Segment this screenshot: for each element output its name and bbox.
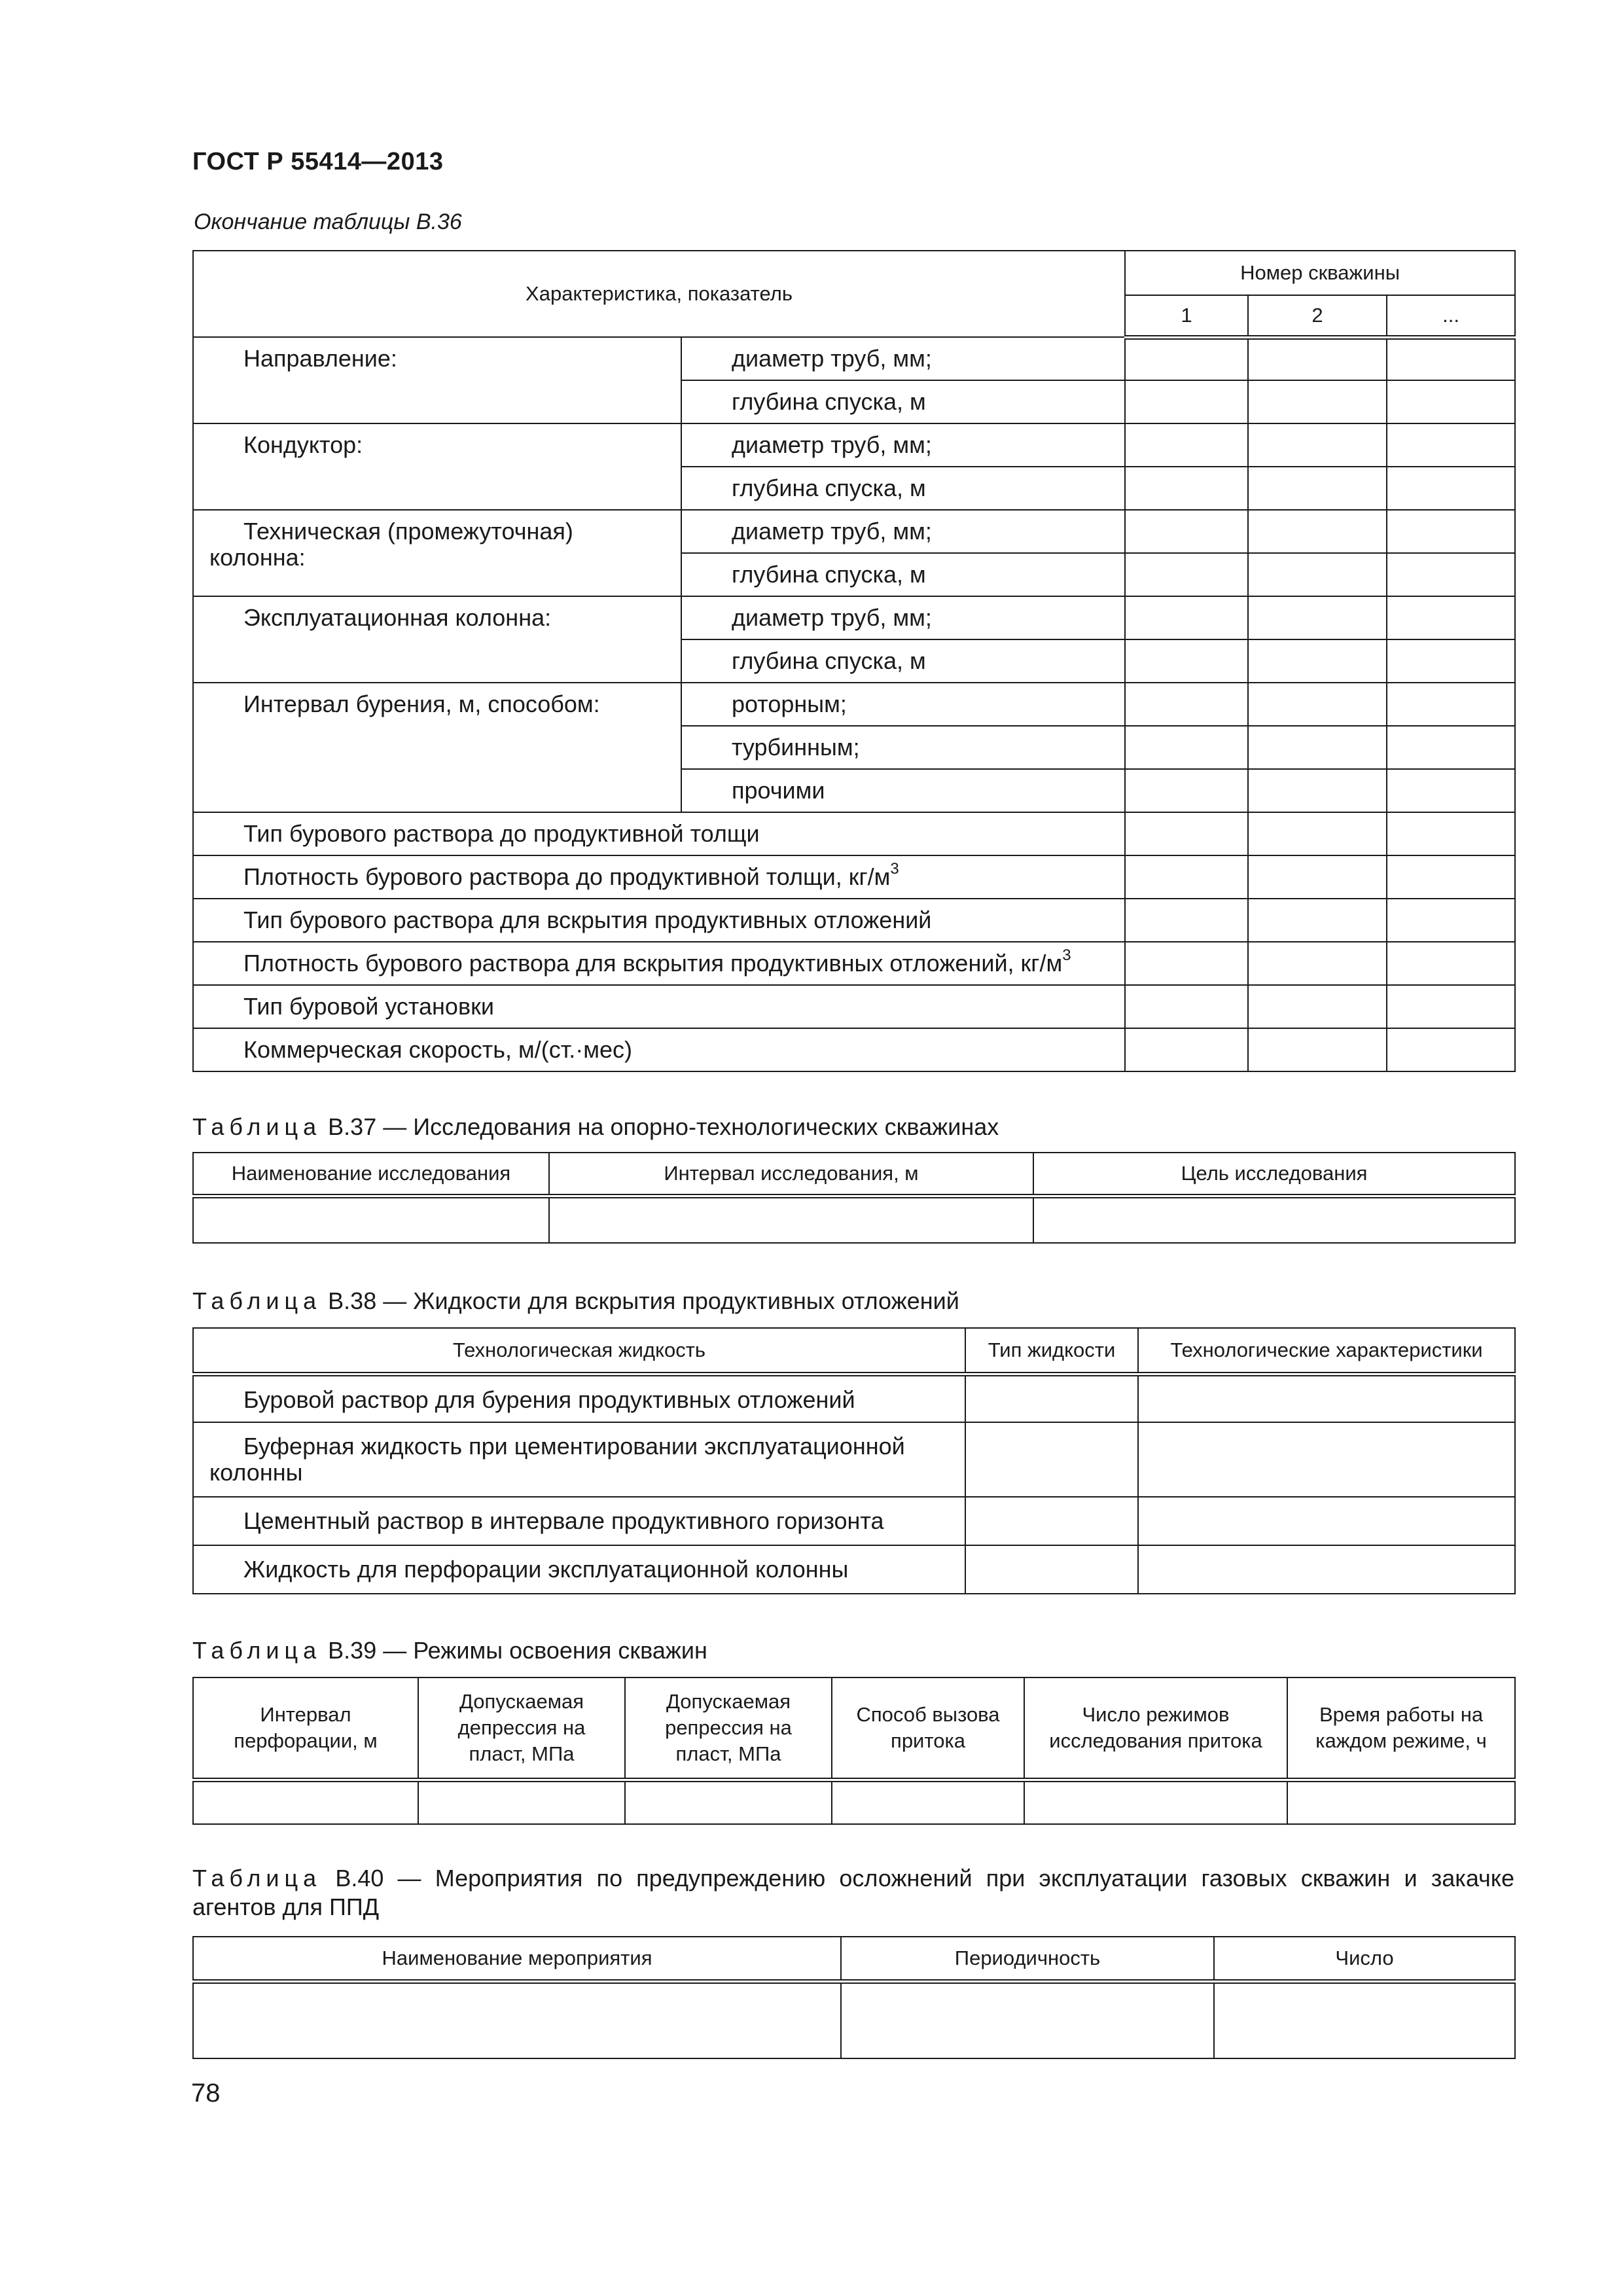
value-cell (1248, 769, 1387, 812)
caption-text: В.39 — Режимы освоения скважин (321, 1637, 707, 1664)
value-cell (1248, 639, 1387, 683)
table-b38 (192, 1327, 1516, 1594)
empty-cell (1138, 1497, 1515, 1545)
header-cell: Способ вызова притока (832, 1677, 1024, 1780)
row-label: Коммерческая скорость, м/(ст.·мес) (193, 1028, 1125, 1071)
value-cell (1248, 899, 1387, 942)
caption-b39 (192, 1636, 707, 1665)
caption-b40 (192, 1864, 1514, 1922)
row-label (193, 855, 1125, 899)
empty-cell (1024, 1780, 1287, 1824)
value-cell (1125, 596, 1248, 639)
caption-prefix: Таблица (192, 1865, 322, 1892)
empty-cell (1138, 1374, 1515, 1422)
value-cell (1387, 337, 1515, 380)
group-item: глубина спуска, м (681, 553, 1125, 596)
value-cell (1387, 899, 1515, 942)
value-cell (1387, 985, 1515, 1028)
empty-cell (965, 1545, 1138, 1594)
caption-prefix: Таблица (192, 1113, 322, 1140)
caption-prefix: Таблица (192, 1287, 322, 1314)
header-well-more: ... (1387, 295, 1515, 337)
value-cell (1125, 380, 1248, 423)
value-cell (1125, 855, 1248, 899)
empty-cell (1287, 1780, 1515, 1824)
row-label: Тип буровой установки (193, 985, 1125, 1028)
row-label-text: Плотность бурового раствора до продуктивной толщи, кг/м (243, 863, 891, 890)
header-well-2: 2 (1248, 295, 1387, 337)
caption-text: В.37 — Исследования на опорно-технологических скважинах (321, 1113, 999, 1140)
empty-cell (832, 1780, 1024, 1824)
value-cell (1387, 423, 1515, 467)
group-item: диаметр труб, мм; (681, 337, 1125, 380)
header-cell: Наименование мероприятия (193, 1937, 841, 1981)
empty-cell (965, 1374, 1138, 1422)
group-item: прочими (681, 769, 1125, 812)
row-label: Тип бурового раствора для вскрытия продуктивных отложений (193, 899, 1125, 942)
empty-cell (1138, 1422, 1515, 1497)
value-cell (1248, 726, 1387, 769)
empty-cell (841, 1981, 1214, 2058)
header-well-number: Номер скважины (1125, 251, 1515, 295)
value-cell (1125, 510, 1248, 553)
empty-cell (965, 1497, 1138, 1545)
value-cell (1387, 769, 1515, 812)
group-label: Интервал бурения, м, способом: (193, 683, 681, 812)
value-cell (1125, 1028, 1248, 1071)
value-cell (1125, 553, 1248, 596)
fluid-label: Буровой раствор для бурения продуктивных отложений (193, 1374, 965, 1422)
value-cell (1248, 855, 1387, 899)
empty-cell (1033, 1196, 1515, 1243)
value-cell (1125, 942, 1248, 985)
header-cell: Цель исследования (1033, 1153, 1515, 1196)
group-item: диаметр труб, мм; (681, 423, 1125, 467)
caption-b38 (192, 1287, 959, 1316)
value-cell (1387, 726, 1515, 769)
value-cell (1248, 812, 1387, 855)
value-cell (1125, 423, 1248, 467)
group-label-line1: Техническая (промежуточная) (243, 518, 573, 545)
value-cell (1125, 639, 1248, 683)
row-label (193, 942, 1125, 985)
row-label-text: Плотность бурового раствора для вскрытия продуктивных отложений, кг/м (243, 950, 1063, 977)
value-cell (1387, 683, 1515, 726)
value-cell (1387, 553, 1515, 596)
header-cell: Наименование исследования (193, 1153, 549, 1196)
group-item: диаметр труб, мм; (681, 510, 1125, 553)
group-item: турбинным; (681, 726, 1125, 769)
fluid-label: Буферная жидкость при цементировании эксплуатационной колонны (193, 1422, 965, 1497)
value-cell (1125, 337, 1248, 380)
empty-cell (1138, 1545, 1515, 1594)
header-cell: Интервал перфорации, м (193, 1677, 418, 1780)
header-cell: Тип жидкости (965, 1328, 1138, 1374)
group-label-line2: колонна: (209, 544, 306, 571)
fluid-label: Жидкость для перфорации эксплуатационной колонны (193, 1545, 965, 1594)
group-item: диаметр труб, мм; (681, 596, 1125, 639)
empty-cell (549, 1196, 1033, 1243)
value-cell (1387, 380, 1515, 423)
continuation-caption: Окончание таблицы В.36 (194, 209, 462, 234)
fluid-label: Цементный раствор в интервале продуктивного горизонта (193, 1497, 965, 1545)
value-cell (1125, 683, 1248, 726)
value-cell (1387, 639, 1515, 683)
value-cell (1248, 510, 1387, 553)
empty-cell (193, 1196, 549, 1243)
caption-text: В.38 — Жидкости для вскрытия продуктивных отложений (321, 1287, 959, 1314)
value-cell (1248, 337, 1387, 380)
value-cell (1125, 985, 1248, 1028)
value-cell (1248, 596, 1387, 639)
value-cell (1387, 1028, 1515, 1071)
group-label: Эксплуатационная колонна: (193, 596, 681, 683)
value-cell (1387, 596, 1515, 639)
unit-superscript: 3 (890, 860, 899, 878)
value-cell (1248, 985, 1387, 1028)
group-item: глубина спуска, м (681, 467, 1125, 510)
value-cell (1248, 683, 1387, 726)
header-cell: Периодичность (841, 1937, 1214, 1981)
empty-cell (625, 1780, 832, 1824)
caption-prefix: Таблица (192, 1637, 322, 1664)
value-cell (1387, 812, 1515, 855)
header-cell: Число режимов исследования притока (1024, 1677, 1287, 1780)
table-b40 (192, 1936, 1516, 2059)
group-label: Направление: (193, 337, 681, 423)
empty-cell (1214, 1981, 1515, 2058)
value-cell (1248, 467, 1387, 510)
empty-cell (418, 1780, 625, 1824)
header-cell: Допускаемая депрессия на пласт, МПа (418, 1677, 625, 1780)
header-cell: Технологическая жидкость (193, 1328, 965, 1374)
header-characteristic: Характеристика, показатель (193, 251, 1125, 337)
header-cell: Время работы на каждом режиме, ч (1287, 1677, 1515, 1780)
value-cell (1248, 423, 1387, 467)
header-cell: Допускаемая репрессия на пласт, МПа (625, 1677, 832, 1780)
group-item: роторным; (681, 683, 1125, 726)
value-cell (1248, 553, 1387, 596)
value-cell (1125, 899, 1248, 942)
header-cell: Интервал исследования, м (549, 1153, 1033, 1196)
value-cell (1125, 726, 1248, 769)
standard-title: ГОСТ Р 55414—2013 (192, 148, 444, 175)
header-well-1: 1 (1125, 295, 1248, 337)
caption-text: В.40 — Мероприятия по предупреждению осложнений при эксплуатации газовых скважин и закачке агентов для ППД (192, 1865, 1514, 1920)
group-item: глубина спуска, м (681, 380, 1125, 423)
table-b36 (192, 250, 1516, 1072)
group-item: глубина спуска, м (681, 639, 1125, 683)
empty-cell (965, 1422, 1138, 1497)
empty-cell (193, 1981, 841, 2058)
value-cell (1248, 1028, 1387, 1071)
value-cell (1125, 467, 1248, 510)
value-cell (1248, 942, 1387, 985)
value-cell (1387, 510, 1515, 553)
value-cell (1387, 855, 1515, 899)
value-cell (1387, 467, 1515, 510)
group-label (193, 510, 681, 596)
value-cell (1248, 380, 1387, 423)
header-cell: Технологические характеристики (1138, 1328, 1515, 1374)
table-b39 (192, 1677, 1516, 1825)
row-label: Тип бурового раствора до продуктивной толщи (193, 812, 1125, 855)
value-cell (1125, 769, 1248, 812)
empty-cell (193, 1780, 418, 1824)
caption-b37 (192, 1113, 999, 1141)
value-cell (1125, 812, 1248, 855)
page-number: 78 (191, 2079, 221, 2108)
group-label: Кондуктор: (193, 423, 681, 510)
table-b37 (192, 1152, 1516, 1244)
header-cell: Число (1214, 1937, 1515, 1981)
value-cell (1387, 942, 1515, 985)
unit-superscript: 3 (1062, 946, 1071, 964)
